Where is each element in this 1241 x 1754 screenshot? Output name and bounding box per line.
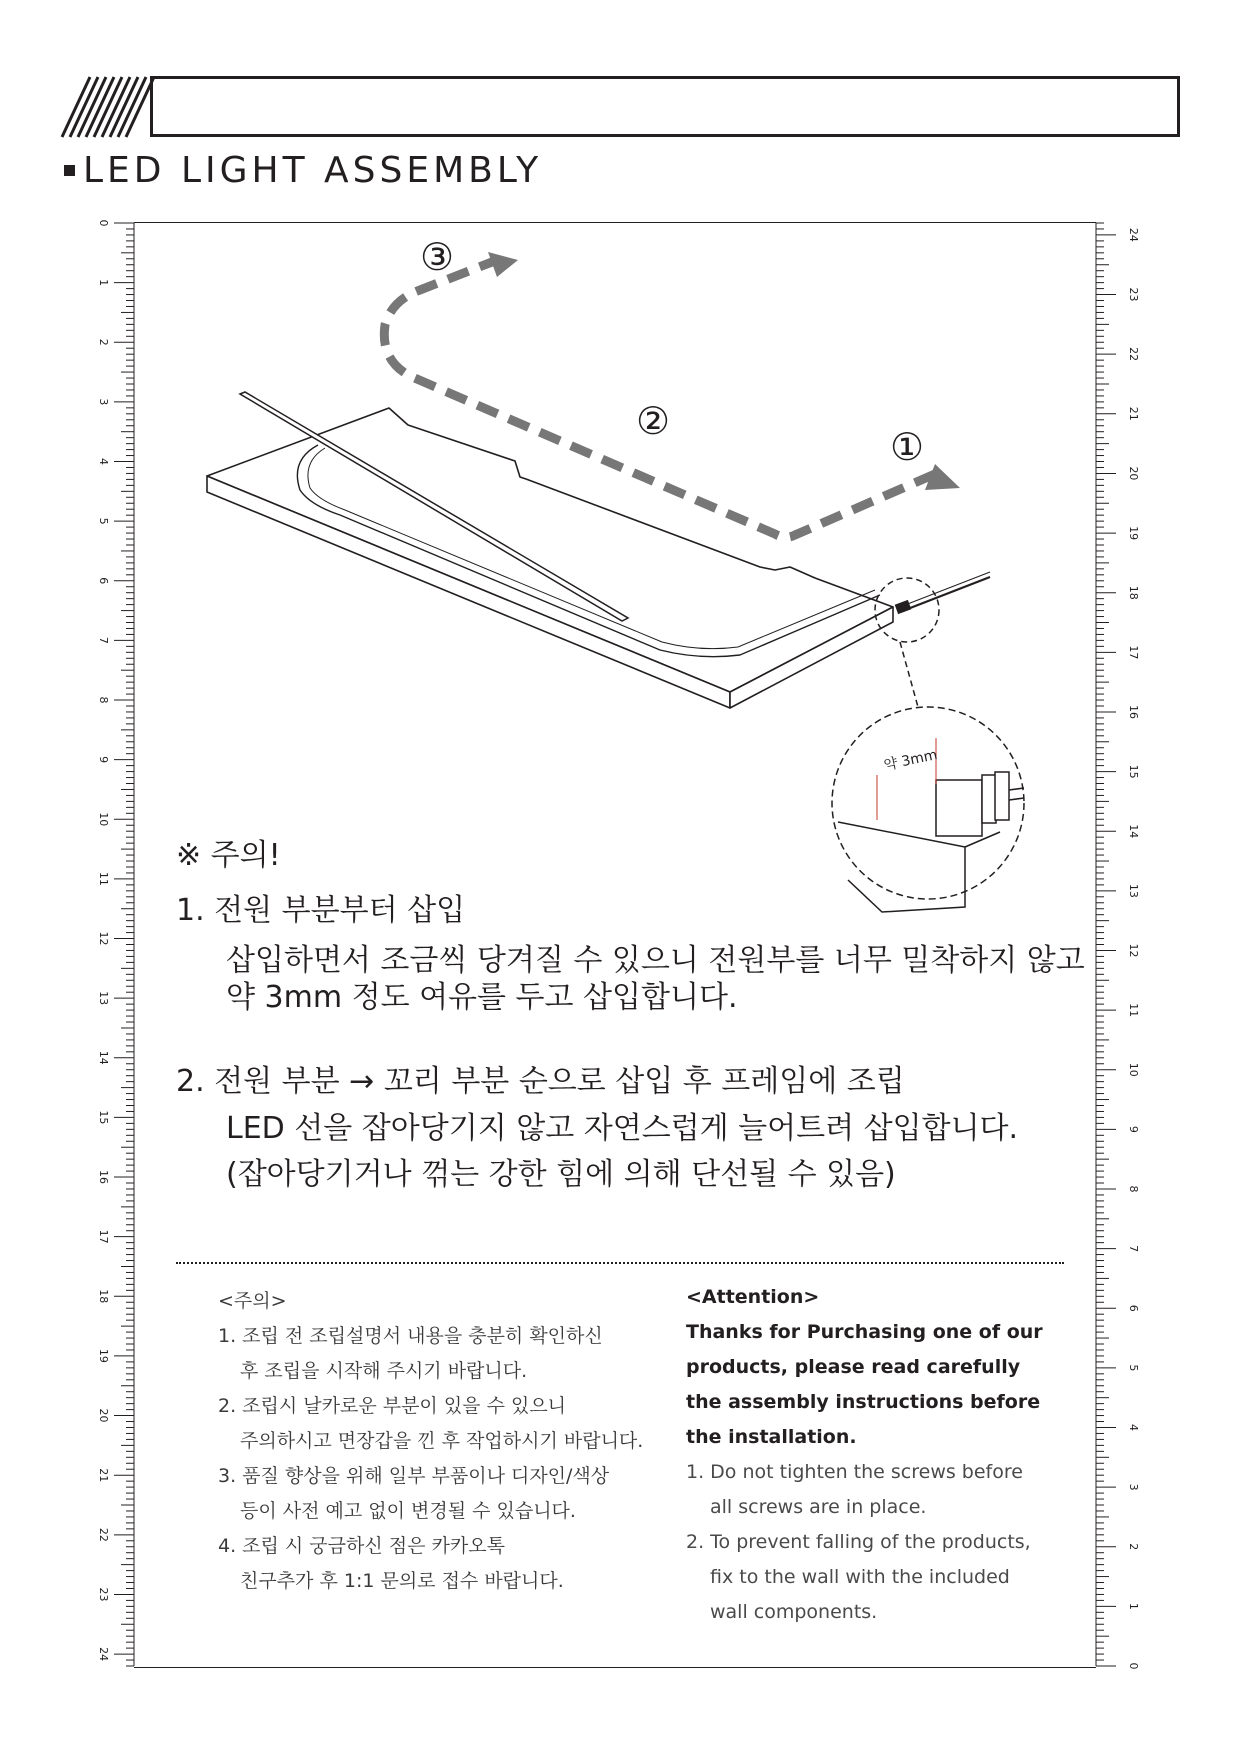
left-ruler-number: 23 (97, 1587, 110, 1602)
right-ruler-number: 6 (1127, 1304, 1140, 1312)
right-ruler-number: 17 (1127, 645, 1140, 660)
left-ruler-number: 9 (97, 756, 110, 764)
right-ruler-number: 3 (1127, 1483, 1140, 1491)
left-ruler-number: 18 (97, 1289, 110, 1304)
connector-small (895, 600, 912, 614)
power-cable (905, 577, 990, 610)
notice-en-intro: Thanks for Purchasing one of our (686, 1321, 1043, 1343)
step1-title: 1. 전원 부분부터 삽입 (176, 893, 466, 928)
step2-line-2: (잡아당기거나 꺾는 강한 힘에 의해 단선될 수 있음) (226, 1157, 896, 1192)
gap-label: 약 3mm (882, 746, 939, 774)
right-ruler-number: 23 (1127, 287, 1140, 302)
right-ruler-number: 21 (1127, 406, 1140, 421)
notice-en-intro: the assembly instructions before (686, 1391, 1041, 1413)
step1-line-2: 약 3mm 정도 여유를 두고 삽입합니다. (226, 980, 738, 1015)
right-ruler-number: 8 (1127, 1185, 1140, 1193)
left-ruler-number: 11 (97, 871, 110, 886)
right-ruler-number: 11 (1127, 1003, 1140, 1018)
right-ruler-number: 14 (1127, 824, 1140, 839)
notice-kr-line: 주의하시고 면장갑을 낀 후 작업하시기 바랍니다. (240, 1430, 644, 1452)
detail-leader-line (900, 642, 918, 707)
right-ruler-number: 4 (1127, 1423, 1140, 1431)
left-ruler-number: 20 (97, 1408, 110, 1423)
right-ruler-number: 16 (1127, 704, 1140, 719)
step2-title: 2. 전원 부분 → 꼬리 부분 순으로 삽입 후 프레임에 조립 (176, 1064, 905, 1099)
detail-connector-ring-1 (982, 775, 996, 823)
left-ruler-number: 2 (97, 338, 110, 346)
right-ruler-number: 13 (1127, 883, 1140, 898)
notice-en-line: wall components. (710, 1601, 878, 1623)
right-ruler-number: 1 (1127, 1602, 1140, 1610)
page-title-text: LED LIGHT ASSEMBLY (83, 150, 543, 191)
detail-connector (936, 780, 982, 836)
step-2-marker: ② (636, 399, 671, 443)
left-ruler-number: 1 (97, 279, 110, 287)
right-ruler-number: 15 (1127, 764, 1140, 779)
right-ruler-number: 22 (1127, 347, 1140, 362)
notice-en-line: all screws are in place. (710, 1496, 927, 1518)
right-ruler-number: 24 (1127, 227, 1140, 242)
left-ruler-number: 7 (97, 636, 110, 644)
notice-kr-line: 3. 품질 향상을 위해 일부 부품이나 디자인/색상 (218, 1465, 610, 1487)
right-ruler-number: 19 (1127, 526, 1140, 541)
left-ruler-number: 12 (97, 931, 110, 946)
arrow-head-3-icon (488, 252, 518, 277)
notice-kr-line: 4. 조립 시 궁금하신 점은 카카오톡 (218, 1535, 505, 1557)
left-ruler-number: 24 (97, 1647, 110, 1662)
notice-en-heading: <Attention> (686, 1286, 820, 1308)
left-ruler-number: 3 (97, 398, 110, 406)
power-cable-2 (905, 572, 990, 605)
notice-kr-line: 친구추가 후 1:1 문의로 접수 바랍니다. (240, 1570, 564, 1592)
notice-kr-line: 1. 조립 전 조립설명서 내용을 충분히 확인하신 (218, 1325, 603, 1347)
left-ruler-number: 4 (97, 458, 110, 466)
left-ruler-number: 16 (97, 1170, 110, 1185)
notice-kr-line: 2. 조립시 날카로운 부분이 있을 수 있으니 (218, 1395, 567, 1417)
step-1-marker: ① (890, 425, 925, 469)
detail-connector-ring-2 (995, 772, 1009, 820)
right-ruler-number: 10 (1127, 1062, 1140, 1077)
notice-kr-heading: <주의> (218, 1290, 287, 1312)
notice-en-intro: the installation. (686, 1426, 857, 1448)
right-ruler-number: 9 (1127, 1125, 1140, 1133)
notice-kr-line: 후 조립을 시작해 주시기 바랍니다. (240, 1360, 528, 1382)
right-ruler-number: 2 (1127, 1543, 1140, 1551)
left-ruler-number: 10 (97, 812, 110, 827)
left-ruler-number: 5 (97, 517, 110, 525)
arrow-head-1-icon (925, 464, 960, 490)
notice-en-line: 1. Do not tighten the screws before (686, 1461, 1023, 1483)
caution-title: ※ 주의! (176, 838, 281, 873)
notice-kr-line: 등이 사전 예고 없이 변경될 수 있습니다. (240, 1500, 576, 1522)
left-ruler-number: 13 (97, 991, 110, 1006)
left-ruler-number: 17 (97, 1229, 110, 1244)
right-ruler-number: 12 (1127, 943, 1140, 958)
section-divider (176, 1262, 1064, 1264)
right-ruler-number: 20 (1127, 466, 1140, 481)
left-ruler-number: 14 (97, 1050, 110, 1065)
notice-en-line: 2. To prevent falling of the products, (686, 1531, 1031, 1553)
step-3-marker: ③ (420, 235, 455, 279)
right-ruler-number: 5 (1127, 1364, 1140, 1372)
right-ruler-number: 18 (1127, 585, 1140, 600)
left-ruler-number: 0 (97, 219, 110, 227)
step2-line-1: LED 선을 잡아당기지 않고 자연스럽게 늘어트려 삽입합니다. (226, 1111, 1019, 1146)
right-ruler-number: 0 (1127, 1662, 1140, 1670)
left-ruler-number: 21 (97, 1468, 110, 1483)
notice-en-intro: products, please read carefully (686, 1356, 1021, 1378)
step1-line-1: 삽입하면서 조금씩 당겨질 수 있으니 전원부를 너무 밀착하지 않고 (226, 943, 1085, 978)
left-ruler-number: 19 (97, 1348, 110, 1363)
right-ruler-number: 7 (1127, 1245, 1140, 1253)
left-ruler-number: 15 (97, 1110, 110, 1125)
left-ruler-number: 22 (97, 1527, 110, 1542)
notice-en-line: fix to the wall with the included (710, 1566, 1010, 1588)
left-ruler-number: 6 (97, 577, 110, 585)
left-ruler-number: 8 (97, 696, 110, 704)
